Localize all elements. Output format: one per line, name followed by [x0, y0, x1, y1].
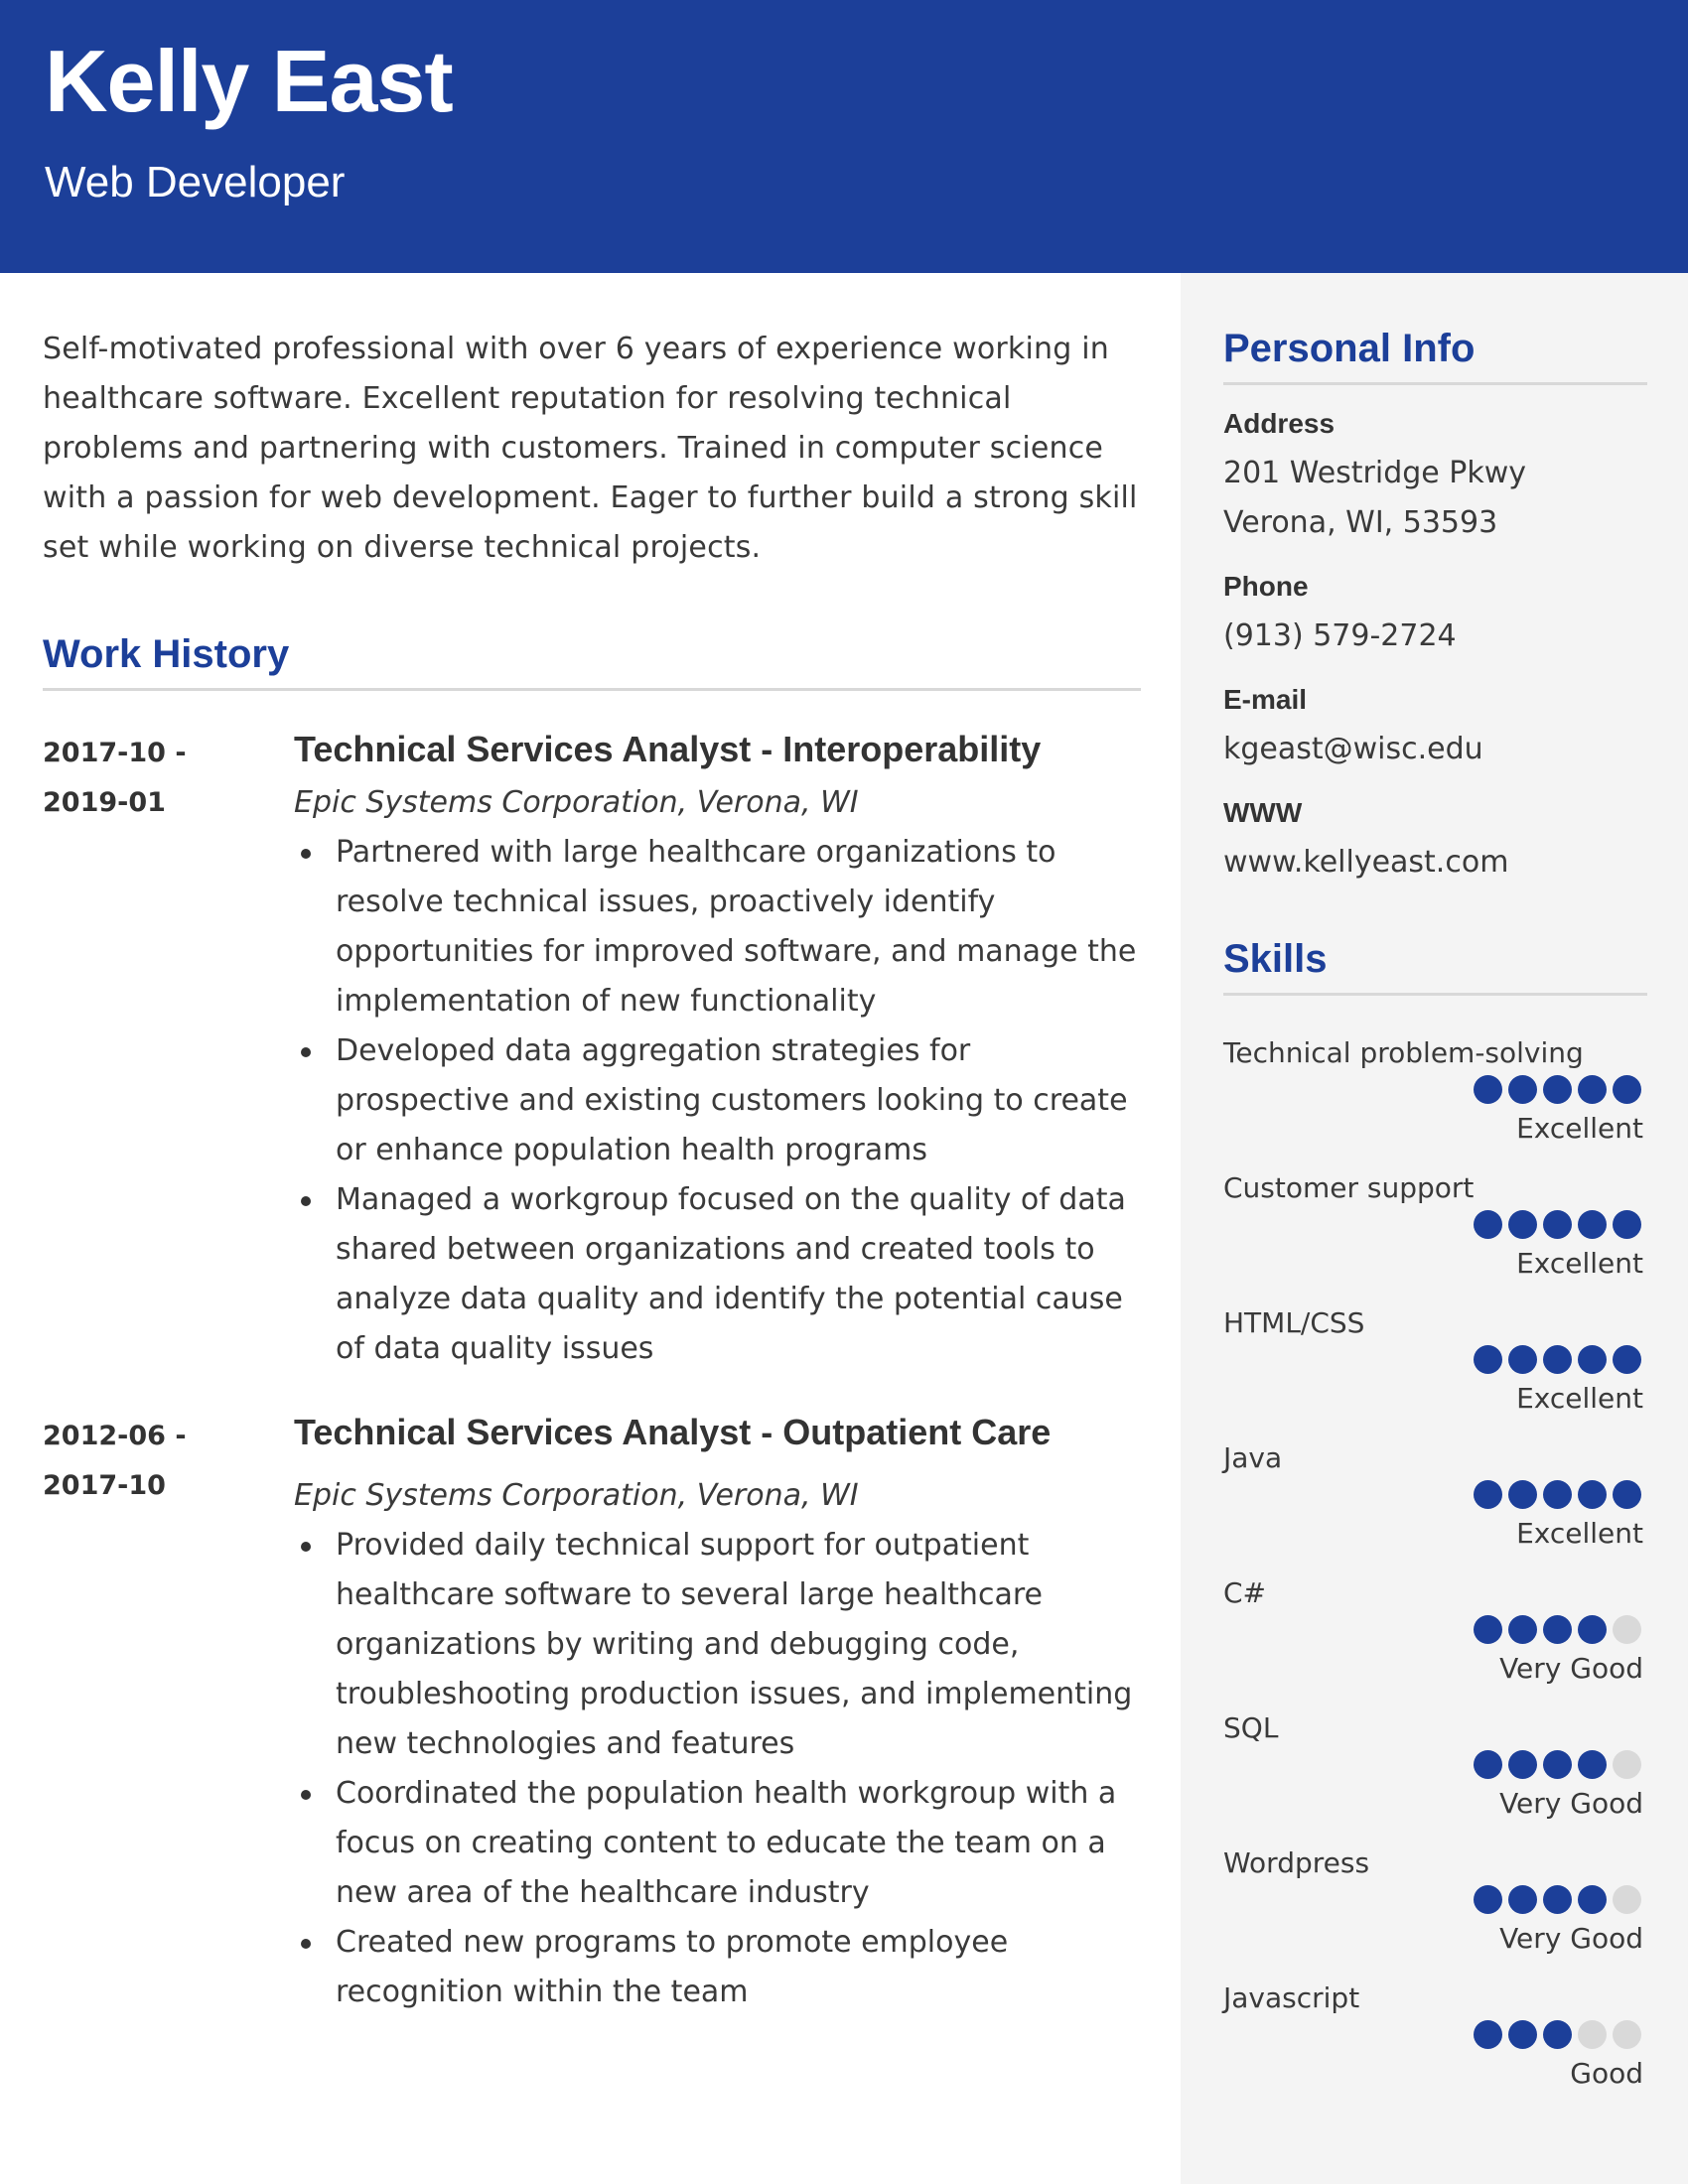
job-bullet	[294, 1918, 1141, 2017]
skill-rating	[1474, 1210, 1647, 1239]
rating-dot-filled-icon	[1578, 1345, 1607, 1374]
job-bullet	[294, 1175, 1141, 1374]
website-link[interactable]: www.kellyeast.com	[1223, 845, 1509, 880]
rating-dot-filled-icon	[1543, 1210, 1572, 1239]
skill-rating	[1474, 1075, 1647, 1104]
address-line-1: 201 Westridge Pkwy	[1223, 456, 1527, 490]
skill-rating	[1474, 1615, 1647, 1644]
rating-dot-empty-icon	[1578, 2020, 1607, 2049]
section-divider	[43, 688, 1141, 691]
skill-item	[1223, 1573, 1647, 1708]
bullet-text: Created new programs to promote employee recognition within the team	[336, 1925, 1009, 2009]
personal-info-heading: Personal Info	[1223, 327, 1476, 370]
bullet-text: Developed data aggregation strategies for prospective and existing customers looking to create or enhance population health programs	[336, 1033, 1128, 1167]
job-dates	[43, 1408, 294, 2017]
skill-rating	[1474, 1480, 1647, 1509]
candidate-title: Web Developer	[45, 158, 346, 206]
www-label: WWW	[1223, 797, 1303, 828]
skill-name: Customer support	[1223, 1171, 1475, 1204]
phone-value: (913) 579-2724	[1223, 618, 1457, 653]
rating-dot-filled-icon	[1613, 1345, 1641, 1374]
skill-level: Excellent	[1516, 1382, 1643, 1415]
rating-dot-filled-icon	[1543, 1750, 1572, 1779]
bullet-text: Managed a workgroup focused on the quality of data shared between organizations and created tools to analyze data quality and identify the potential cause of data quality issues	[336, 1182, 1126, 1366]
rating-dot-filled-icon	[1578, 1075, 1607, 1104]
bullet-icon	[301, 1790, 311, 1800]
rating-dot-filled-icon	[1543, 1885, 1572, 1914]
job-title: Technical Services Analyst - Outpatient Care	[294, 1412, 1052, 1452]
rating-dot-filled-icon	[1613, 1210, 1641, 1239]
job-bullet	[294, 1026, 1141, 1175]
job-details	[294, 1408, 1141, 2017]
phone-label: Phone	[1223, 571, 1309, 602]
skills-heading: Skills	[1223, 937, 1328, 981]
rating-dot-filled-icon	[1508, 1345, 1537, 1374]
rating-dot-filled-icon	[1474, 1480, 1502, 1509]
sidebar-content	[1223, 273, 1647, 2114]
skill-rating	[1474, 2020, 1647, 2049]
rating-dot-filled-icon	[1508, 1750, 1537, 1779]
rating-dot-filled-icon	[1474, 1075, 1502, 1104]
job-date-start: 2012-06 -	[43, 1421, 187, 1451]
job-date-end: 2019-01	[43, 787, 166, 818]
rating-dot-filled-icon	[1578, 1750, 1607, 1779]
rating-dot-filled-icon	[1474, 1210, 1502, 1239]
address-block	[1223, 399, 1647, 548]
bullet-text: Coordinated the population health workgroup with a focus on creating content to educate the team on a new area of the healthcare industry	[336, 1776, 1117, 1910]
bullet-text: Partnered with large healthcare organizations to resolve technical issues, proactively identify opportunities for improved software, and manage the implementation of new functionality	[336, 835, 1137, 1019]
rating-dot-filled-icon	[1578, 1885, 1607, 1914]
work-history-heading: Work History	[43, 632, 290, 676]
work-history-section	[43, 634, 1141, 2017]
bullet-icon	[301, 1542, 311, 1552]
skill-name: Technical problem-solving	[1223, 1036, 1584, 1069]
rating-dot-empty-icon	[1613, 1885, 1641, 1914]
skill-item	[1223, 1168, 1647, 1303]
professional-summary: Self-motivated professional with over 6 years of experience working in healthcare software. Excellent reputation for resolving technical problems and partnering with customers. Trained in computer science with a passion for web development. Eager to further build a strong skill set while working on diverse technical projects.	[43, 332, 1138, 565]
address-line-2: Verona, WI, 53593	[1223, 505, 1498, 540]
bullet-icon	[301, 1939, 311, 1949]
rating-dot-filled-icon	[1508, 1075, 1537, 1104]
job-company: Epic Systems Corporation, Verona, WI	[294, 1478, 859, 1513]
skill-level: Excellent	[1516, 1112, 1643, 1145]
skill-rating	[1474, 1885, 1647, 1914]
bullet-icon	[301, 1047, 311, 1057]
skill-item	[1223, 1843, 1647, 1979]
bullet-icon	[301, 1196, 311, 1206]
rating-dot-empty-icon	[1613, 1750, 1641, 1779]
rating-dot-filled-icon	[1474, 1345, 1502, 1374]
skill-item	[1223, 1303, 1647, 1438]
bullet-text: Provided daily technical support for outpatient healthcare software to several large healthcare organizations by writing and debugging code, troubleshooting production issues, and implementing new technologies and features	[336, 1528, 1133, 1761]
bullet-icon	[301, 849, 311, 859]
skill-name: Javascript	[1223, 1981, 1360, 2014]
rating-dot-filled-icon	[1508, 1480, 1537, 1509]
personal-info-section	[1223, 329, 1647, 887]
rating-dot-empty-icon	[1613, 2020, 1641, 2049]
job-dates	[43, 725, 294, 1374]
candidate-name: Kelly East	[45, 32, 453, 130]
rating-dot-filled-icon	[1613, 1480, 1641, 1509]
rating-dot-filled-icon	[1474, 2020, 1502, 2049]
rating-dot-filled-icon	[1543, 1480, 1572, 1509]
rating-dot-filled-icon	[1508, 1210, 1537, 1239]
job-bullets	[294, 828, 1141, 1374]
section-divider	[1223, 993, 1647, 996]
email-block	[1223, 675, 1647, 774]
skill-level: Excellent	[1516, 1517, 1643, 1550]
job-bullets	[294, 1521, 1141, 2017]
job-bullet	[294, 1769, 1141, 1918]
skill-name: Wordpress	[1223, 1846, 1370, 1879]
resume-header	[0, 0, 1688, 273]
job-company: Epic Systems Corporation, Verona, WI	[294, 785, 859, 820]
section-divider	[1223, 382, 1647, 385]
skill-level: Excellent	[1516, 1247, 1643, 1280]
skill-level: Very Good	[1499, 1922, 1643, 1955]
email-label: E-mail	[1223, 684, 1308, 715]
job-date-start: 2017-10 -	[43, 738, 187, 768]
skill-rating	[1474, 1750, 1647, 1779]
rating-dot-filled-icon	[1508, 1885, 1537, 1914]
rating-dot-filled-icon	[1474, 1615, 1502, 1644]
skills-section	[1223, 939, 1647, 2114]
rating-dot-filled-icon	[1543, 2020, 1572, 2049]
rating-dot-filled-icon	[1543, 1345, 1572, 1374]
rating-dot-filled-icon	[1543, 1615, 1572, 1644]
job-entry	[43, 725, 1141, 1374]
rating-dot-empty-icon	[1613, 1615, 1641, 1644]
www-block	[1223, 788, 1647, 887]
skill-item	[1223, 1438, 1647, 1573]
skill-name: SQL	[1223, 1711, 1279, 1744]
skill-item	[1223, 1979, 1647, 2114]
job-bullet	[294, 1521, 1141, 1769]
rating-dot-filled-icon	[1578, 1615, 1607, 1644]
rating-dot-filled-icon	[1508, 2020, 1537, 2049]
job-title: Technical Services Analyst - Interoperability	[294, 729, 1042, 769]
job-details	[294, 725, 1141, 1374]
sidebar	[1181, 273, 1688, 2184]
skill-name: C#	[1223, 1576, 1267, 1609]
skill-level: Very Good	[1499, 1787, 1643, 1820]
rating-dot-filled-icon	[1508, 1615, 1537, 1644]
address-label: Address	[1223, 408, 1336, 439]
job-entry	[43, 1408, 1141, 2017]
job-bullet	[294, 828, 1141, 1026]
main-column	[43, 273, 1141, 2017]
rating-dot-filled-icon	[1474, 1750, 1502, 1779]
rating-dot-filled-icon	[1613, 1075, 1641, 1104]
rating-dot-filled-icon	[1578, 1480, 1607, 1509]
rating-dot-filled-icon	[1543, 1075, 1572, 1104]
rating-dot-filled-icon	[1578, 1210, 1607, 1239]
skill-item	[1223, 1033, 1647, 1168]
skill-item	[1223, 1708, 1647, 1843]
rating-dot-filled-icon	[1474, 1885, 1502, 1914]
job-date-end: 2017-10	[43, 1470, 166, 1501]
skill-level: Very Good	[1499, 1652, 1643, 1685]
skill-level: Good	[1570, 2057, 1643, 2090]
skills-list	[1223, 1033, 1647, 2114]
email-value[interactable]: kgeast@wisc.edu	[1223, 732, 1483, 766]
skill-name: Java	[1223, 1441, 1283, 1474]
skill-rating	[1474, 1345, 1647, 1374]
skill-name: HTML/CSS	[1223, 1306, 1365, 1339]
phone-block	[1223, 562, 1647, 661]
